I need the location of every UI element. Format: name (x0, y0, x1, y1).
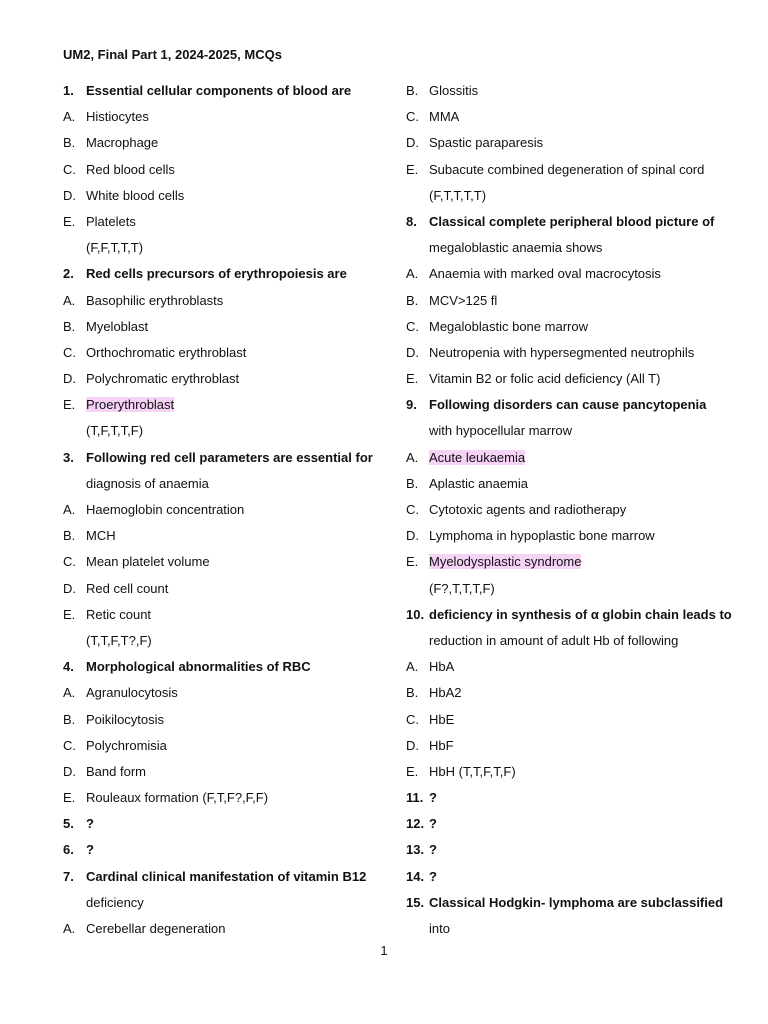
option-letter: B. (63, 135, 76, 151)
question-number: 8. (406, 213, 417, 229)
option-text (86, 209, 373, 235)
option-text (429, 654, 736, 680)
text: Red blood cells (86, 161, 175, 177)
text: HbH (T,T,F,T,F) (429, 763, 516, 779)
option-letter: A. (406, 266, 419, 282)
text: ? (429, 790, 437, 806)
option-line (63, 392, 373, 418)
text: Cerebellar degeneration (86, 921, 226, 936)
question-line (406, 785, 736, 811)
option-letter (406, 418, 429, 444)
option-line (406, 130, 736, 156)
text: deficiency (86, 894, 144, 910)
option-line (63, 707, 373, 733)
option-text (429, 680, 736, 706)
option-line (406, 366, 736, 392)
option-line (406, 523, 736, 549)
option-letter: E. (63, 213, 76, 229)
text: Anaemia with marked oval macrocytosis (429, 266, 661, 282)
text: Poikilocytosis (86, 711, 165, 727)
text: Orthochromatic erythroblast (86, 344, 247, 360)
highlighted-text: Myelodysplastic syndrome (429, 554, 582, 570)
option-letter: B. (406, 475, 419, 491)
question-line (406, 837, 736, 863)
option-letter: D. (406, 737, 419, 753)
option-letter: B. (406, 685, 419, 701)
question-number: 4. (63, 659, 74, 675)
option-letter: E. (63, 397, 76, 413)
question-continuation-text (429, 628, 736, 654)
option-text (429, 78, 736, 104)
option-text (429, 471, 736, 497)
text: ? (429, 842, 437, 858)
option-line (63, 209, 373, 235)
option-letter: D. (63, 187, 76, 203)
option-text (86, 366, 373, 392)
option-letter: D. (63, 580, 76, 596)
option-text (429, 314, 736, 340)
option-text (429, 104, 736, 130)
option-line (63, 340, 373, 366)
question-number: 2. (63, 266, 74, 282)
option-text (86, 130, 373, 156)
option-line (63, 157, 373, 183)
question-continuation-text (86, 471, 373, 497)
question-number: 6. (63, 842, 74, 858)
option-text (429, 366, 736, 392)
option-line (63, 130, 373, 156)
option-text (86, 680, 373, 706)
text: Classical complete peripheral blood picture of (429, 213, 715, 229)
option-text (429, 523, 736, 549)
option-text (429, 288, 736, 314)
text: deficiency in synthesis of α globin chain leads to (429, 606, 732, 622)
text: Morphological abnormalities of RBC (86, 659, 311, 675)
option-letter: A. (63, 685, 76, 701)
highlighted-text: Proerythroblast (86, 397, 175, 413)
option-letter (406, 628, 429, 654)
left-column (63, 78, 373, 942)
option-line (406, 733, 736, 759)
option-letter (63, 418, 86, 444)
text: megaloblastic anaemia shows (429, 240, 603, 256)
option-line (406, 104, 736, 130)
text: ? (429, 868, 437, 884)
option-text (86, 916, 373, 942)
question-continuation-line (406, 418, 736, 444)
option-text (429, 340, 736, 366)
question-text (429, 392, 736, 418)
document-title: UM2, Final Part 1, 2024-2025, MCQs (63, 47, 282, 62)
option-letter: C. (406, 711, 419, 727)
option-letter: C. (63, 737, 76, 753)
option-line (406, 445, 736, 471)
highlighted-text: Acute leukaemia (429, 449, 526, 465)
option-letter (406, 576, 429, 602)
question-line (63, 811, 373, 837)
text: Polychromatic erythroblast (86, 371, 240, 387)
question-text (86, 261, 373, 287)
option-letter (63, 628, 86, 654)
option-line (63, 733, 373, 759)
question-line (406, 811, 736, 837)
text: Cardinal clinical manifestation of vitamin B12 (86, 868, 367, 884)
option-line (406, 261, 736, 287)
option-letter (406, 235, 429, 261)
text: Megaloblastic bone marrow (429, 318, 588, 334)
text: Aplastic anaemia (429, 475, 528, 491)
text: (T,T,F,T?,F) (86, 632, 152, 648)
text: Glossitis (429, 83, 479, 98)
option-letter: C. (406, 502, 419, 517)
option-text (86, 576, 373, 602)
option-text (86, 497, 373, 523)
question-line (406, 392, 736, 418)
option-line (63, 366, 373, 392)
question-line (63, 654, 373, 680)
question-line (63, 837, 373, 863)
text: Essential cellular components of blood are (86, 83, 352, 98)
option-letter: B. (406, 83, 419, 98)
question-number: 3. (63, 449, 74, 465)
option-letter: C. (406, 318, 419, 334)
option-line (63, 916, 373, 942)
option-text (86, 288, 373, 314)
option-letter: C. (406, 109, 419, 125)
question-text (429, 209, 736, 235)
question-number: 1. (63, 83, 74, 98)
question-continuation-line (406, 916, 736, 942)
option-letter: C. (63, 161, 76, 177)
option-letter: B. (406, 292, 419, 308)
option-letter (63, 890, 86, 916)
text: Red cells precursors of erythropoiesis are (86, 266, 347, 282)
text: ? (429, 816, 437, 832)
option-letter: D. (406, 135, 419, 151)
option-text (429, 157, 736, 183)
option-letter: E. (63, 790, 76, 806)
question-number: 12. (406, 816, 425, 832)
option-line (63, 183, 373, 209)
option-line (406, 680, 736, 706)
question-number: 5. (63, 816, 74, 832)
answer-key-text (429, 183, 736, 209)
text: (T,F,T,T,F) (86, 423, 144, 439)
option-letter: E. (63, 606, 76, 622)
question-line (406, 209, 736, 235)
question-text (86, 445, 373, 471)
option-line (63, 288, 373, 314)
option-letter: C. (63, 344, 76, 360)
option-text (86, 104, 373, 130)
page-number: 1 (380, 943, 388, 958)
option-letter: A. (406, 659, 419, 675)
question-line (63, 864, 373, 890)
question-continuation-text (429, 235, 736, 261)
answer-key-line (406, 183, 736, 209)
option-line (406, 157, 736, 183)
text: Agranulocytosis (86, 685, 178, 701)
text: Band form (86, 763, 146, 779)
option-text (429, 549, 736, 575)
option-line (406, 759, 736, 785)
question-text (86, 811, 373, 837)
text: Platelets (86, 213, 136, 229)
option-line (63, 549, 373, 575)
option-letter: B. (63, 528, 76, 544)
text: HbE (429, 711, 455, 727)
question-continuation-line (406, 628, 736, 654)
option-letter (63, 235, 86, 261)
question-line (63, 445, 373, 471)
option-letter: D. (406, 528, 419, 544)
text: MMA (429, 109, 460, 125)
text: with hypocellular marrow (429, 423, 573, 439)
option-line (406, 707, 736, 733)
option-letter: E. (406, 554, 419, 570)
question-continuation-line (63, 890, 373, 916)
option-text (86, 733, 373, 759)
text: Cytotoxic agents and radiotherapy (429, 502, 627, 517)
option-line (406, 654, 736, 680)
option-text (86, 183, 373, 209)
question-text (86, 864, 373, 890)
option-text (86, 314, 373, 340)
text: reduction in amount of adult Hb of following (429, 632, 679, 648)
option-letter: A. (406, 449, 419, 465)
option-line (406, 314, 736, 340)
question-continuation-text (86, 890, 373, 916)
option-line (63, 785, 373, 811)
text: Mean platelet volume (86, 554, 210, 570)
option-text (86, 785, 373, 811)
option-letter: A. (63, 502, 76, 517)
text: Subacute combined degeneration of spinal cord (429, 161, 705, 177)
answer-key-text (86, 418, 373, 444)
option-text (86, 602, 373, 628)
question-number: 9. (406, 397, 417, 413)
option-text (429, 759, 736, 785)
option-letter: B. (63, 711, 76, 727)
text: (F,F,T,T,T) (86, 240, 144, 256)
answer-key-text (86, 235, 373, 261)
text: HbF (429, 737, 454, 753)
text: White blood cells (86, 187, 185, 203)
text: Polychromisia (86, 737, 167, 753)
text: Haemoglobin concentration (86, 502, 245, 517)
option-text (429, 707, 736, 733)
question-line (406, 864, 736, 890)
option-line (406, 549, 736, 575)
option-text (86, 707, 373, 733)
option-line (406, 497, 736, 523)
answer-key-line (63, 418, 373, 444)
text: MCH (86, 528, 116, 544)
text: into (429, 921, 450, 936)
answer-key-text (86, 628, 373, 654)
question-line (406, 602, 736, 628)
option-text (429, 261, 736, 287)
question-text (429, 890, 736, 916)
question-number: 10. (406, 606, 425, 622)
option-line (63, 680, 373, 706)
question-line (406, 890, 736, 916)
option-letter: C. (63, 554, 76, 570)
text: Following red cell parameters are essential for (86, 449, 373, 465)
option-text (86, 157, 373, 183)
option-line (406, 340, 736, 366)
text: diagnosis of anaemia (86, 475, 209, 491)
option-text (86, 549, 373, 575)
text: HbA (429, 659, 455, 675)
option-line (406, 78, 736, 104)
option-letter: E. (406, 371, 419, 387)
option-line (406, 471, 736, 497)
option-line (63, 523, 373, 549)
question-number: 13. (406, 842, 425, 858)
text: ? (86, 842, 94, 858)
option-letter: D. (63, 763, 76, 779)
question-text (429, 811, 736, 837)
text: Myeloblast (86, 318, 149, 334)
question-line (63, 261, 373, 287)
option-line (63, 759, 373, 785)
question-continuation-line (63, 471, 373, 497)
option-letter: D. (63, 371, 76, 387)
option-text (86, 340, 373, 366)
option-letter: A. (63, 292, 76, 308)
text: (F?,T,T,T,F) (429, 580, 495, 596)
text: Basophilic erythroblasts (86, 292, 224, 308)
text: Macrophage (86, 135, 159, 151)
option-text (86, 759, 373, 785)
option-letter: E. (406, 763, 419, 779)
option-letter: B. (63, 318, 76, 334)
question-text (86, 837, 373, 863)
option-letter: A. (63, 921, 76, 936)
question-line (63, 78, 373, 104)
text: Rouleaux formation (F,T,F?,F,F) (86, 790, 269, 806)
question-text (86, 654, 373, 680)
option-line (406, 288, 736, 314)
option-letter (63, 471, 86, 497)
option-letter: D. (406, 344, 419, 360)
option-line (63, 104, 373, 130)
answer-key-text (429, 576, 736, 602)
text: Classical Hodgkin- lymphoma are subclassified (429, 894, 724, 910)
option-letter (406, 916, 429, 942)
question-text (429, 785, 736, 811)
question-continuation-text (429, 916, 736, 942)
option-text (86, 392, 373, 418)
option-text (429, 733, 736, 759)
text: Histiocytes (86, 109, 149, 125)
question-continuation-text (429, 418, 736, 444)
text: Vitamin B2 or folic acid deficiency (All T) (429, 371, 661, 387)
option-text (86, 523, 373, 549)
text: Following disorders can cause pancytopenia (429, 397, 707, 413)
text: Retic count (86, 606, 152, 622)
question-text (429, 602, 736, 628)
answer-key-line (63, 628, 373, 654)
option-line (63, 314, 373, 340)
question-number: 15. (406, 894, 425, 910)
option-line (63, 497, 373, 523)
text: Spastic paraparesis (429, 135, 544, 151)
question-text (429, 864, 736, 890)
right-column (406, 78, 736, 942)
option-line (63, 576, 373, 602)
text: ? (86, 816, 94, 832)
option-text (429, 130, 736, 156)
text: HbA2 (429, 685, 462, 701)
question-continuation-line (406, 235, 736, 261)
option-letter (406, 183, 429, 209)
text: (F,T,T,T,T) (429, 187, 487, 203)
option-text (429, 445, 736, 471)
question-number: 7. (63, 868, 74, 884)
text: Neutropenia with hypersegmented neutrophils (429, 344, 695, 360)
text: Lymphoma in hypoplastic bone marrow (429, 528, 655, 544)
question-number: 11. (406, 790, 424, 806)
answer-key-line (406, 576, 736, 602)
text: Red cell count (86, 580, 169, 596)
question-text (429, 837, 736, 863)
option-text (429, 497, 736, 523)
option-letter: E. (406, 161, 419, 177)
text: MCV>125 fl (429, 292, 498, 308)
option-line (63, 602, 373, 628)
answer-key-line (63, 235, 373, 261)
option-letter: A. (63, 109, 76, 125)
question-text (86, 78, 373, 104)
question-number: 14. (406, 868, 425, 884)
